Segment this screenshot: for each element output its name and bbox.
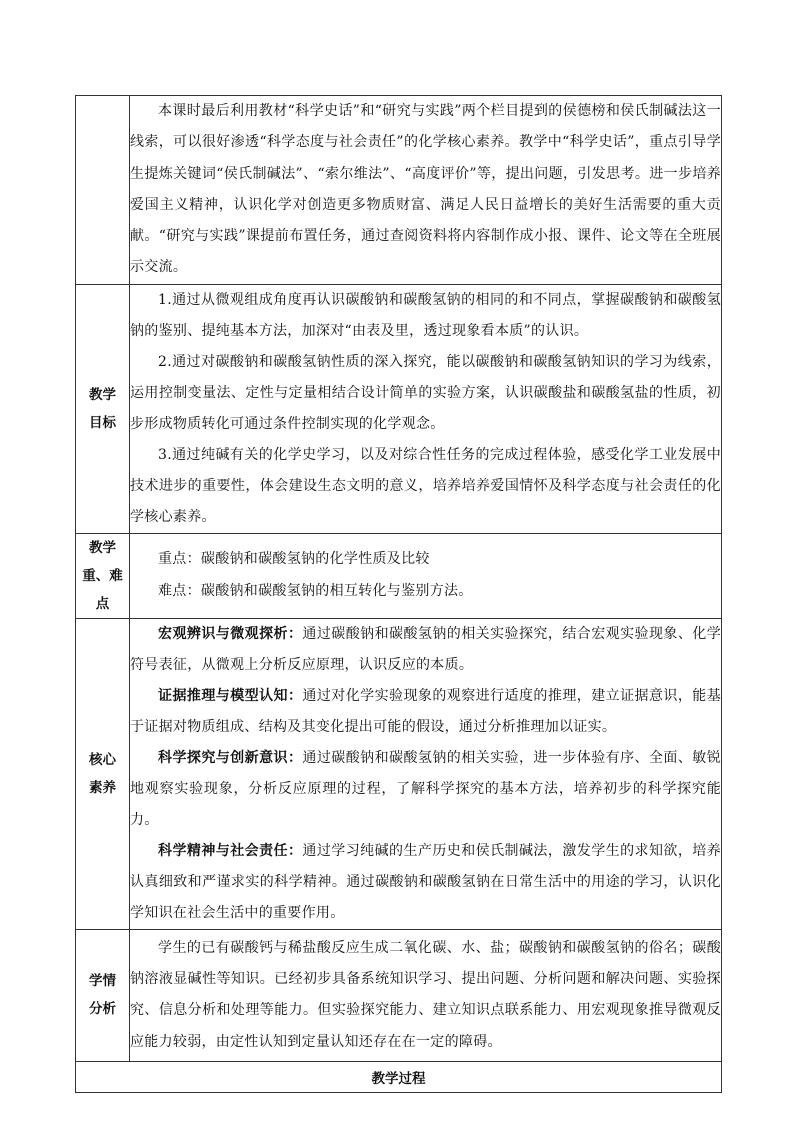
competency-text-1: 通过碳酸钠和碳酸氢钠的相关实验探究，结合宏观实验现象、化学符号表征，从微观上分析反应原理，认识反应的本质。 [130, 625, 722, 673]
objectives-content-cell [130, 284, 722, 533]
competency-item-4 [130, 836, 721, 929]
competencies-label-line1: 核心 [89, 751, 116, 768]
key-points-label-line1: 教学 [89, 539, 116, 556]
competency-item-3 [130, 743, 721, 836]
key-points-row [76, 533, 722, 618]
competency-text-2: 通过对化学实验现象的观察进行适度的推理，建立证据意识，能基于证据对物质组成、结构及其变化提出可能的假设，通过分析推理加以证实。 [130, 687, 722, 735]
intro-label-cell [76, 96, 130, 285]
objectives-label-line2: 目标 [89, 414, 116, 431]
objectives-row [76, 284, 722, 533]
key-point-focus: 重点：碳酸钠和碳酸氢钠的化学性质及比较 [158, 551, 430, 568]
competency-text-4: 通过学习纯碱的生产历史和侯氏制碱法，激发学生的求知欲，培养认真细致和严谨求实的科学精神。通过碳酸钠和碳酸氢钠在日常生活中的用途的学习，认识化学知识在社会生活中的重要作用。 [130, 842, 722, 921]
lesson-plan-table [75, 95, 722, 1093]
analysis-label-line1: 学情 [89, 973, 116, 990]
key-point-difficulty: 难点：碳酸钠和碳酸氢钠的相互转化与鉴别方法。 [158, 582, 473, 599]
objective-item-3: 3.通过纯碱有关的化学史学习，以及对综合性任务的完成过程体验，感受化学工业发展中技术进步的重要性，体会建设生态文明的意义，培养培养爱国情怀及科学态度与社会责任的化学核心素养。 [130, 446, 721, 525]
key-points-label-line2: 重、难 [82, 567, 123, 584]
process-title: 教学过程 [76, 1061, 722, 1092]
analysis-paragraph: 学生的已有碳酸钙与稀盐酸反应生成二氧化碳、水、盐；碳酸钠和碳酸氢钠的俗名；碳酸钠溶液显碱性等知识。已经初步具备系统知识学习、提出问题、分析问题和解决问题、实验探究、信息分析和处理等能力。但实验探究能力、建立知识点联系能力、用宏观现象推导微观反应能力较弱，由定性认知到定量认知还存在在一定的障碍。 [130, 939, 721, 1050]
analysis-label-line2: 分析 [89, 1001, 116, 1018]
competency-text-3: 通过碳酸钠和碳酸氢钠的相关实验，进一步体验有序、全面、敏锐地观察实验现象，分析反应原理的过程，了解科学探究的基本方法，培养初步的科学探究能力。 [130, 749, 722, 828]
competency-title-3: 科学探究与创新意识： [158, 749, 303, 766]
competency-title-4: 科学精神与社会责任： [158, 842, 303, 859]
key-points-label [76, 533, 130, 618]
competencies-label [76, 618, 130, 929]
objective-item-2: 2.通过对碳酸钠和碳酸氢钠性质的深入探究，能以碳酸钠和碳酸氢钠知识的学习为线索，运用控制变量法、定性与定量相结合设计简单的实验方案，认识碳酸盐和碳酸氢盐的性质，初步形成物质转化可通过条件控制实现的化学观念。 [130, 353, 721, 432]
competencies-row [76, 618, 722, 929]
competency-item-1 [130, 619, 721, 681]
competency-title-2: 证据推理与模型认知： [158, 687, 303, 704]
key-points-content-cell [130, 533, 722, 618]
intro-paragraph: 本课时最后利用教材“科学史话”和“研究与实践”两个栏目提到的侯德榜和侯氏制碱法这一线索，可以很好渗透“科学态度与社会责任”的化学核心素养。教学中“科学史话”，重点引导学生提炼关键词“侯氏制碱法”、“索尔维法”、“高度评价”等，提出问题，引发思考。进一步培养爱国主义精神，认识化学对创造更多物质财富、满足人民日益增长的美好生活需要的重大贡献。“研究与实践”课提前布置任务，通过查阅资料将内容制作成小报、课件、论文等在全班展示交流。 [130, 103, 721, 276]
competencies-content-cell [130, 618, 722, 929]
objective-item-1: 1.通过从微观组成角度再认识碳酸钠和碳酸氢钠的相同的和不同点，掌握碳酸钠和碳酸氢钠的鉴别、提纯基本方法，加深对“由表及里，透过现象看本质”的认识。 [130, 291, 721, 339]
key-points-label-line3: 点 [95, 595, 110, 612]
competencies-label-line2: 素养 [89, 779, 116, 796]
intro-content-cell [130, 96, 722, 285]
intro-row [76, 96, 722, 285]
competency-item-2 [130, 681, 721, 743]
competency-title-1: 宏观辨识与微观探析： [158, 625, 303, 642]
analysis-label [76, 929, 130, 1061]
analysis-content-cell [130, 929, 722, 1061]
objectives-label-line1: 教学 [89, 386, 116, 403]
analysis-row [76, 929, 722, 1061]
process-row [76, 1061, 722, 1092]
objectives-label [76, 284, 130, 533]
